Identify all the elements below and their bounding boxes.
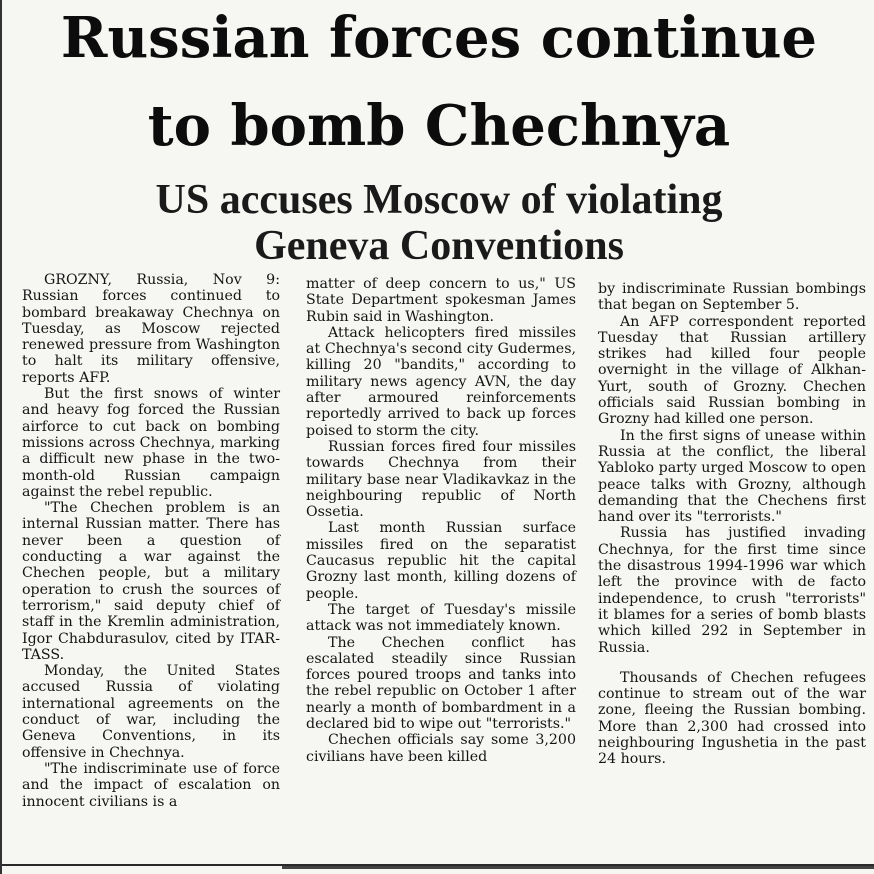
paragraph: Chechen officials say some 3,200 civilians have been killed bbox=[306, 732, 576, 765]
article-column-3 bbox=[598, 281, 866, 768]
headline-line-2: to bomb Chechnya bbox=[147, 93, 731, 159]
paragraph: Monday, the United States accused Russia of violating international agreements on the conduct of war, including the Geneva Conventions, in its offensive in Chechnya. bbox=[22, 663, 280, 761]
paragraph: An AFP correspondent reported Tuesday that Russian artillery strikes had killed four people overnight in the village of Alkhan-Yurt, south of Grozny. Chechen officials said Russian bombing in Grozny had killed one person. bbox=[598, 313, 866, 428]
subheadline-line-1: US accuses Moscow of violating bbox=[155, 177, 723, 223]
article-column-1 bbox=[22, 272, 280, 810]
paragraph-continued: matter of deep concern to us," US State Department spokesman James Rubin said in Washington. bbox=[306, 276, 576, 325]
paragraph: But the first snows of winter and heavy fog forced the Russian airforce to cut back on bombing missions across Chechnya, marking a difficult new phase in the two-month-old Russian campaign against the rebel republic. bbox=[22, 386, 280, 500]
paragraph: Attack helicopters fired missiles at Chechnya's second city Gudermes, killing 20 "bandits," according to military news agency AVN, the day after armoured reinforcements reportedly arrived to back up forces poised to storm the city. bbox=[306, 324, 576, 439]
paragraph: GROZNY, Russia, Nov 9: Russian forces continued to bombard breakaway Chechnya on Tuesday, as Moscow rejected renewed pressure from Washington to halt its military offensive, reports AFP. bbox=[22, 272, 280, 386]
paragraph: In the first signs of unease within Russia at the conflict, the liberal Yabloko party urged Moscow to open peace talks with Grozny, although demanding that the Chechens first hand over its "terrorists." bbox=[598, 427, 866, 526]
paragraph-continued: by indiscriminate Russian bombings that began on September 5. bbox=[598, 281, 866, 314]
paragraph: Last month Russian surface missiles fired on the separatist Caucasus republic hit the capital Grozny last month, killing dozens of people. bbox=[306, 520, 576, 602]
article-column-2 bbox=[306, 276, 576, 765]
headline-line-1: Russian forces continue bbox=[60, 5, 818, 71]
paragraph: The target of Tuesday's missile attack was not immediately known. bbox=[306, 601, 576, 635]
subheadline-line-2: Geneva Conventions bbox=[254, 223, 624, 269]
paragraph: Thousands of Chechen refugees continue to stream out of the war zone, fleeing the Russian bombing. More than 2,300 had crossed into neighbouring Ingushetia in the past 24 hours. bbox=[598, 669, 866, 768]
paragraph: Russian forces fired four missiles towards Chechnya from their military base near Vladikavkaz in the neighbouring republic of North Ossetia. bbox=[306, 438, 576, 521]
paragraph: The Chechen conflict has escalated steadily since Russian forces poured troops and tanks into the rebel republic on October 1 after nearly a month of bombardment in a declared bid to wipe out "terrorists." bbox=[306, 634, 576, 733]
paragraph: Russia has justified invading Chechnya, for the first time since the disastrous 1994-1996 war which left the province with de facto independence, to crush "terrorists" it blames for a series of bomb blasts which killed 292 in September in Russia. bbox=[598, 525, 866, 656]
bottom-rule-thick bbox=[282, 866, 874, 869]
paragraph: "The indiscriminate use of force and the impact of escalation on innocent civilians is a bbox=[22, 760, 280, 810]
paragraph: "The Chechen problem is an internal Russian matter. There has never been a question of conducting a war against the Chechen people, but a military operation to crush the sources of terrorism," said deputy chief of staff in the Kremlin administration, Igor Chabdurasulov, cited by ITAR-TASS. bbox=[22, 500, 280, 663]
